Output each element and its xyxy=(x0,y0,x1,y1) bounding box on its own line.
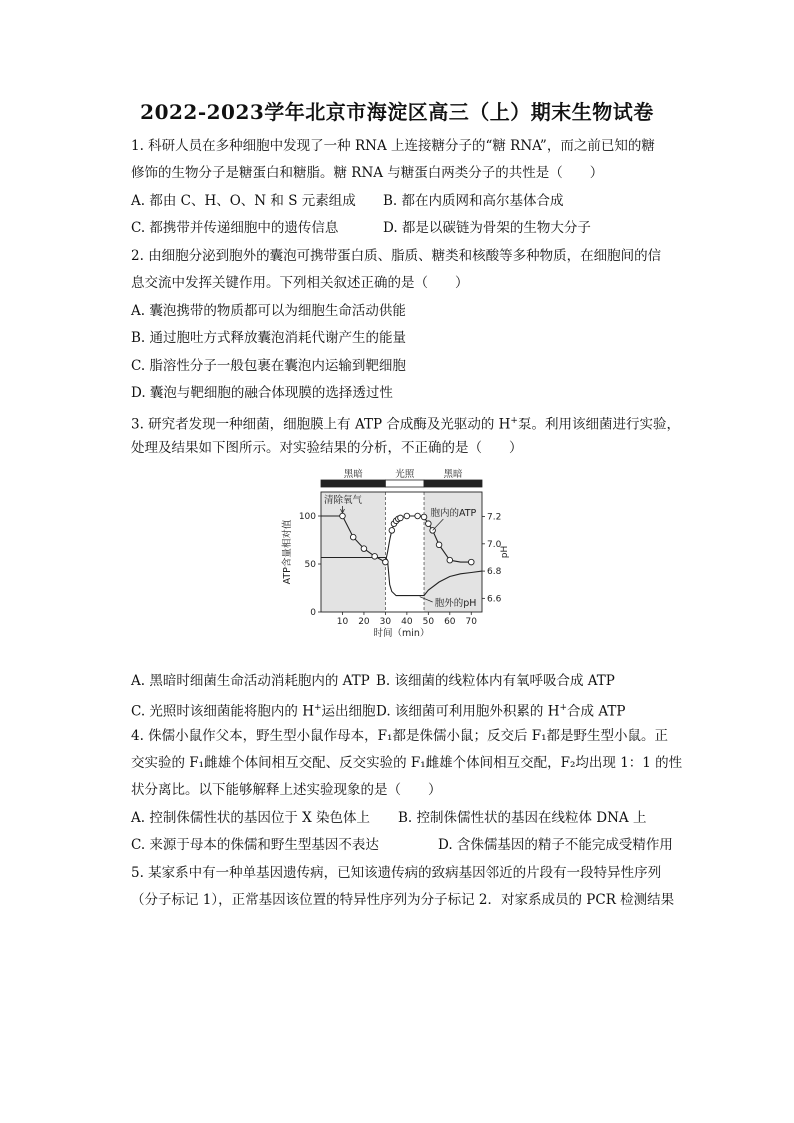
q3-stem-line1-a: 3. 研究者发现一种细菌，细胞膜上有 ATP 合成酶及光驱动的 H xyxy=(131,416,511,433)
q1-stem-line2: 修饰的生物分子是糖蛋白和糖脂。糖 RNA 与糖蛋白两类分子的共性是（ ） xyxy=(131,165,604,181)
q1-option-b: B. 都在内质网和高尔基体合成 xyxy=(383,193,564,209)
atp-point-3 xyxy=(372,554,378,560)
x-axis-label: 时间（min） xyxy=(373,628,430,639)
q3-option-c-sup: + xyxy=(314,703,322,713)
q4-stem-line3: 状分离比。以下能够解释上述实验现象的是（ ） xyxy=(131,782,442,798)
q1-stem-line1: 1. 科研人员在多种细胞中发现了一种 RNA 上连接糖分子的“糖 RNA”，而之前已知的糖 xyxy=(131,138,655,154)
q3-sup-plus: + xyxy=(510,416,518,426)
atp-point-4 xyxy=(383,559,389,565)
phase-label-2: 黑暗 xyxy=(443,469,463,480)
phase-bar-0 xyxy=(321,480,385,487)
q4-option-a: A. 控制侏儒性状的基因位于 X 染色体上 xyxy=(131,810,371,826)
q4-option-d: D. 含侏儒基因的精子不能完成受精作用 xyxy=(438,837,673,853)
phase-bar-2 xyxy=(424,480,482,487)
atp-point-11 xyxy=(415,513,421,519)
atp-point-0 xyxy=(340,513,346,519)
phase-bar-1 xyxy=(385,480,424,487)
y-left-tick-label-1: 50 xyxy=(304,560,316,570)
q2-stem-line1: 2. 由细胞分泌到胞外的囊泡可携带蛋白质、脂质、糖类和核酸等多种物质，在细胞间的信 xyxy=(131,248,662,264)
q2-option-b: B. 通过胞吐方式释放囊泡消耗代谢产生的能量 xyxy=(131,330,407,346)
atp-point-15 xyxy=(436,542,442,548)
annotation-ph: 胞外的pH xyxy=(434,598,477,609)
x-tick-label-3: 40 xyxy=(401,617,413,627)
y-right-tick-label-3: 7.2 xyxy=(487,512,502,523)
annotation-clear-oxygen: 清除氧气 xyxy=(324,495,363,506)
x-tick-label-5: 60 xyxy=(444,617,456,627)
q4-option-b: B. 控制侏儒性状的基因在线粒体 DNA 上 xyxy=(398,810,647,826)
phase-shade-1 xyxy=(385,492,424,612)
y-left-tick-label-0: 0 xyxy=(310,608,316,618)
q3-option-c-a: C. 光照时该细菌能将胞内的 H xyxy=(131,703,314,720)
q3-option-d-a: D. 该细菌可利用胞外积累的 H xyxy=(376,703,560,720)
y-right-tick-label-1: 6.8 xyxy=(487,567,502,578)
q2-option-d: D. 囊泡与靶细胞的融合体现膜的选择透过性 xyxy=(131,385,393,401)
q3-stem-line2: 处理及结果如下图所示。对实验结果的分析，不正确的是（ ） xyxy=(131,440,523,456)
q4-stem-line2: 交实验的 F₁雌雄个体间相互交配、反交实验的 F₁雌雄个体间相互交配，F₂均出现 1：1 的性 xyxy=(131,755,683,771)
q1-option-a: A. 都由 C、H、O、N 和 S 元素组成 xyxy=(131,193,356,209)
x-tick-label-1: 20 xyxy=(358,617,370,627)
atp-point-9 xyxy=(398,515,404,521)
q3-option-d-sup: + xyxy=(559,703,568,713)
annotation-atp: 胞内的ATP xyxy=(430,508,477,519)
atp-point-17 xyxy=(468,559,474,565)
q3-option-d xyxy=(376,699,625,721)
atp-point-1 xyxy=(350,534,356,540)
y-left-axis-label: ATP含量相对值 xyxy=(282,519,293,585)
q4-option-c: C. 来源于母本的侏儒和野生型基因不表达 xyxy=(131,837,379,853)
q3-option-a: A. 黑暗时细菌生命活动消耗胞内的 ATP xyxy=(131,673,370,689)
q1-option-c: C. 都携带并传递细胞中的遗传信息 xyxy=(131,220,339,236)
q2-option-a: A. 囊泡携带的物质都可以为细胞生命活动供能 xyxy=(131,303,406,319)
y-right-tick-label-2: 7.0 xyxy=(487,539,502,550)
q3-option-b: B. 该细菌的线粒体内有氧呼吸合成 ATP xyxy=(376,673,615,689)
q3-option-d-b: 合成 ATP xyxy=(567,703,626,720)
x-tick-label-6: 70 xyxy=(465,617,477,627)
x-tick-label-2: 30 xyxy=(379,617,392,627)
y-right-axis-label: pH xyxy=(500,545,510,559)
q5-stem-line2: （分子标记 1），正常基因该位置的特异性序列为分子标记 2．对家系成员的 PCR 检测结果 xyxy=(131,892,675,908)
x-tick-label-4: 50 xyxy=(422,617,435,627)
atp-point-13 xyxy=(426,521,432,527)
atp-point-16 xyxy=(447,557,453,563)
phase-label-0: 黑暗 xyxy=(343,469,363,480)
q5-stem-line1: 5. 某家系中有一种单基因遗传病，已知该遗传病的致病基因邻近的片段有一段特异性序列 xyxy=(131,865,662,881)
atp-point-12 xyxy=(421,514,427,520)
x-tick-label-0: 10 xyxy=(336,617,349,627)
phase-shade-0 xyxy=(321,492,385,612)
page-title: 2022-2023学年北京市海淀区高三（上）期末生物试卷 xyxy=(140,100,654,124)
q2-stem-line2: 息交流中发挥关键作用。下列相关叙述正确的是（ ） xyxy=(131,275,469,291)
q3-option-c xyxy=(131,699,376,721)
q4-stem-line1: 4. 侏儒小鼠作父本，野生型小鼠作母本，F₁都是侏儒小鼠；反交后 F₁都是野生型小鼠。正 xyxy=(131,728,669,744)
phase-label-1: 光照 xyxy=(395,469,415,480)
q3-option-c-b: 运出细胞 xyxy=(321,703,376,720)
atp-ph-chart xyxy=(276,466,514,648)
atp-point-2 xyxy=(361,546,367,552)
q1-option-d: D. 都是以碳链为骨架的生物大分子 xyxy=(383,220,591,236)
atp-point-10 xyxy=(404,513,410,519)
q2-option-c: C. 脂溶性分子一般包裹在囊泡内运输到靶细胞 xyxy=(131,358,406,374)
q3-stem-line1 xyxy=(131,412,680,434)
y-left-tick-label-2: 100 xyxy=(298,512,316,522)
q3-stem-line1-b: 泵。利用该细菌进行实验， xyxy=(517,416,680,433)
y-right-tick-label-0: 6.6 xyxy=(487,594,502,605)
atp-point-5 xyxy=(389,528,395,534)
